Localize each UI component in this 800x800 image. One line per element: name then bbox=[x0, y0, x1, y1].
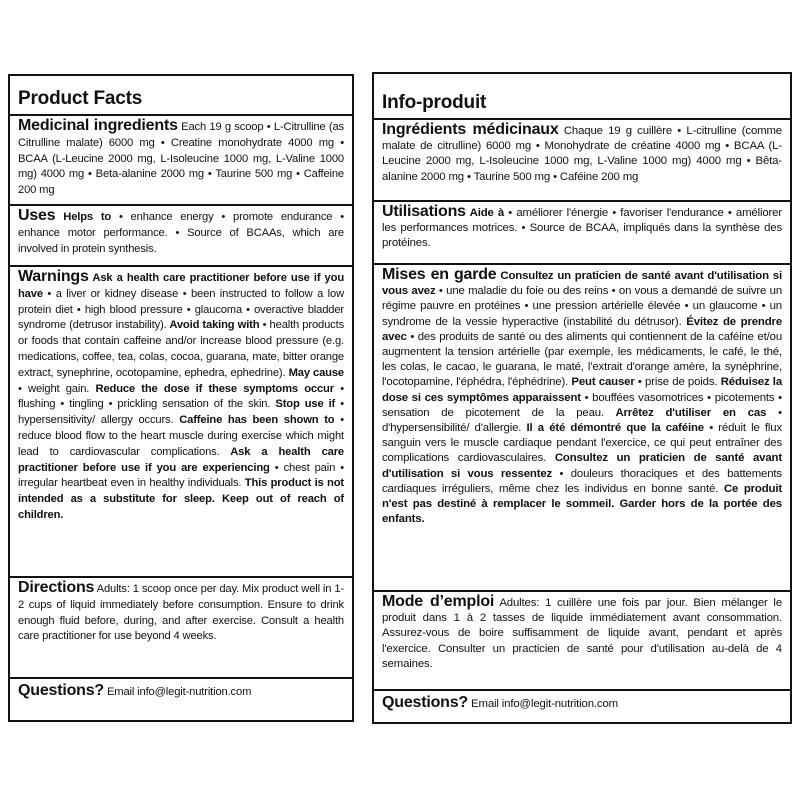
warnings-t6: • reduce blood flow to the heart muscle during exercise which might lead to cardiovascular complications. bbox=[18, 414, 344, 458]
mises-t5: • d'hypersensibilité/ d'allergie. bbox=[382, 406, 782, 435]
mises-en-garde-heading: Mises en garde bbox=[382, 266, 497, 283]
warnings-t4: • flushing • tingling • prickling sensation of the skin. bbox=[18, 382, 344, 411]
mises-t4: • bouffées vasomotrices • picotements • sensation de picotement de la peau. bbox=[382, 391, 782, 419]
mises-t6: • réduit le flux sanguin vers le muscle cardiaque pendant l'exercice, ce qui peut entraîner des complications cardiovasculaires. bbox=[382, 422, 783, 465]
mode-emploi-text: Adultes: 1 cuillère une fois par jour. Bien mélanger le produit dans 1 à 2 tasses de liquide immédiatement avant consommation. Assurez-vous de boire suffisamment de liquide avant, pendant et après l'exercice. Consulter un practicien de santé pour d'utilisation au-delà de 4 semaines. bbox=[382, 597, 782, 670]
questions-fr-email[interactable]: Email info@legit-nutrition.com bbox=[468, 698, 619, 710]
warnings-heading: Warnings bbox=[18, 268, 89, 285]
questions-email[interactable]: Email info@legit-nutrition.com bbox=[104, 686, 252, 698]
mises-en-garde-section bbox=[374, 265, 790, 592]
mises-t3: • prise de poids. bbox=[634, 376, 718, 389]
mises-b2: Évitez de prendre avec bbox=[382, 315, 783, 343]
warnings-t3: • weight gain. bbox=[18, 382, 90, 395]
warnings-t1: • a liver or kidney disease • been instructed to follow a low protein diet • high blood pressure • glaucoma • overactive bladder syndrome (detrusor instability). bbox=[18, 287, 344, 332]
questions-heading: Questions? bbox=[18, 682, 105, 699]
uses-text: • enhance energy • promote endurance • enhance motor performance. • Source of BCAAs, which are involved in protein synthesis. bbox=[18, 211, 344, 255]
directions-heading: Directions bbox=[18, 579, 95, 596]
warnings-b3: May cause bbox=[285, 366, 344, 379]
mises-b8: Ce produit n'est pas destiné à remplacer le sommeil. Garder hors de la portée des enfants. bbox=[382, 482, 782, 526]
warnings-t7: • chest pain • irregular heartbeat even in healthy individuals. bbox=[18, 461, 344, 490]
product-facts-title: Product Facts bbox=[10, 76, 352, 116]
warnings-section bbox=[10, 267, 352, 578]
mode-emploi-section bbox=[374, 592, 790, 691]
mode-emploi-heading: Mode d’emploi bbox=[382, 593, 495, 610]
ingredients-medicinaux-text: Chaque 19 g cuillère • L-citrulline (comme malate de citrulline) 6000 mg • Monohydrate de créatine 4000 mg • BCAA (L-Leucine 2000 mg, L-Isoleucine 1000 mg, L-Valine 1000 mg) 4000 mg • Bêta-alanine 2000 mg • Taurine 500 mg • Caféine 200 mg bbox=[382, 125, 782, 183]
warnings-b8: This product is not intended as a substitute for sleep. Keep out of reach of children. bbox=[18, 477, 344, 521]
warnings-t2: • health products or foods that contain caffeine and/or increase blood pressure (e.g. medications, coffee, tea, colas, cocoa, guarana, mate, bitter orange extract, synephrine, ocotopamine, ephedra, ephedrine). bbox=[18, 319, 345, 379]
warnings-b5: Stop use if bbox=[270, 398, 336, 411]
utilisations-heading: Utilisations bbox=[382, 203, 466, 220]
questions-fr-heading: Questions? bbox=[382, 694, 469, 711]
warnings-t5: • hypersensitivity/ allergy occurs. bbox=[18, 398, 344, 427]
questions-fr-section bbox=[374, 691, 790, 715]
mises-b1: Consultez un praticien de santé avant d'utilisation si vous avez bbox=[382, 270, 782, 298]
mises-b4: Réduisez la dose si ces symptômes apparaissent bbox=[382, 376, 783, 404]
info-produit-title: Info-produit bbox=[374, 74, 790, 120]
mises-t7: • douleurs thoraciques et des battements cardiaques irréguliers, même chez les individus en bonne santé. bbox=[382, 467, 782, 495]
medicinal-ingredients-section bbox=[10, 116, 352, 206]
info-produit-panel bbox=[372, 72, 792, 724]
directions-section bbox=[10, 578, 352, 679]
warnings-b1: Ask a health care practitioner before use if you have bbox=[18, 272, 344, 300]
medicinal-ingredients-heading: Medicinal ingredients bbox=[18, 117, 178, 134]
warnings-b7: Ask a health care practitioner before use if you are experiencing bbox=[18, 445, 344, 474]
ingredients-medicinaux-section bbox=[374, 120, 790, 202]
mises-b3: Peut causer bbox=[568, 376, 635, 389]
utilisations-intro: Aide à bbox=[465, 207, 505, 219]
product-facts-panel bbox=[8, 74, 354, 722]
utilisations-section bbox=[374, 202, 790, 265]
uses-heading: Uses bbox=[18, 207, 56, 224]
mises-b7: Consultez un praticien de santé avant d'utilisation si vous ressentez bbox=[382, 452, 782, 480]
ingredients-medicinaux-heading: Ingrédients médicinaux bbox=[382, 121, 559, 138]
medicinal-ingredients-text: Each 19 g scoop • L-Citrulline (as Citrulline malate) 6000 mg • Creatine monohydrate 4000 mg • BCAA (L-Leucine 2000 mg, L-Isoleucine 1000 mg, L-Valine 1000 mg) 4000 mg • Beta-alanine 2000 mg • Taurine 500 mg • Caffeine 200 mg bbox=[18, 121, 344, 197]
uses-section bbox=[10, 206, 352, 267]
utilisations-text: • améliorer l'énergie • favoriser l'endurance • améliorer les performances motrices. • Source de BCAA, impliqués dans la synthèse des protéines. bbox=[382, 207, 783, 250]
mises-b6: Il a été démontré que la caféine bbox=[521, 422, 704, 435]
warnings-b6: Caffeine has been shown to bbox=[173, 414, 335, 427]
mises-b5: Arrêtez d'utiliser en cas bbox=[604, 406, 767, 419]
warnings-b4: Reduce the dose if these symptoms occur bbox=[89, 382, 334, 395]
directions-text: Adults: 1 scoop once per day. Mix product well in 1-2 cups of liquid immediately before consumption. Ensure to drink enough fluid before, during, and after exercise. Consult a health care practitioner for use beyond 4 weeks. bbox=[18, 583, 344, 643]
warnings-b2: Avoid taking with bbox=[166, 319, 260, 332]
mises-t1: • une maladie du foie ou des reins • on vous a demandé de suivre un régime pauvre en protéines • une pression artérielle élevée • un glaucome • un syndrome de la vessie hyperactive (instabilité du détrusor). bbox=[382, 285, 782, 328]
uses-intro: Helps to bbox=[55, 211, 112, 223]
questions-section bbox=[10, 679, 352, 704]
mises-t2: • des produits de santé ou des aliments qui contiennent de la caféine et/ou augmentent la tension artérielle (par exemple, les médicaments, le café, le thé, les colas, le cacao, le guarana, le maté, l'extrait d'orange amère, la synéphrine, l'ocotopamine, l'éphédra, l'éphédrine). bbox=[382, 330, 782, 389]
